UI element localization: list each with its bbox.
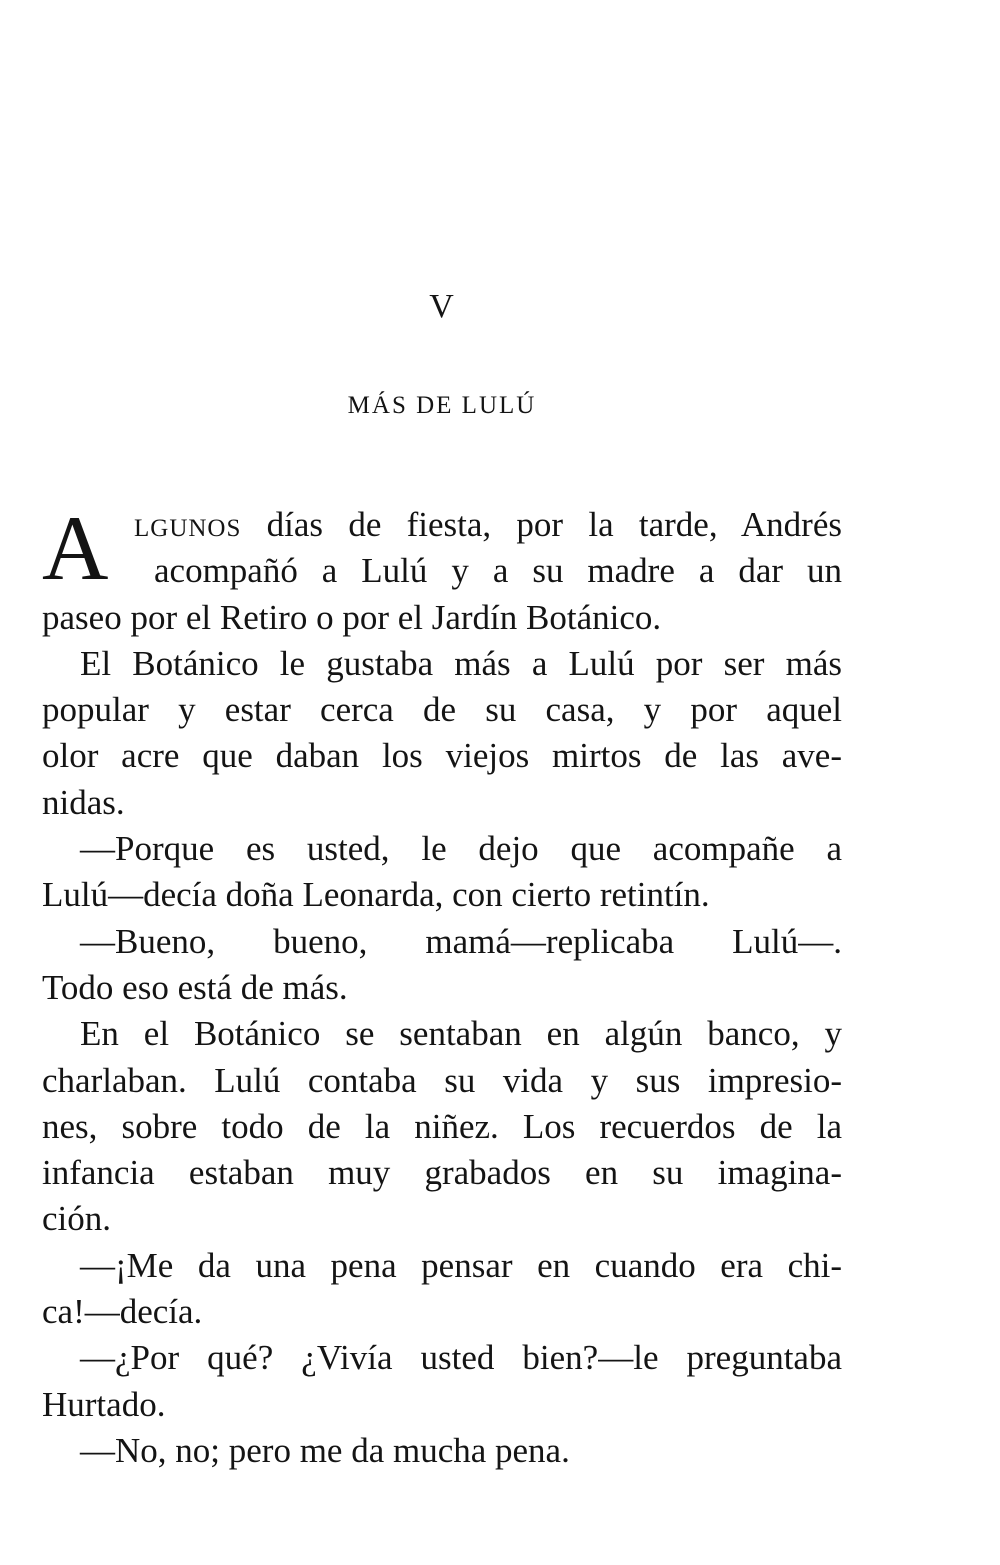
text-line: ca!—decía.: [42, 1292, 203, 1332]
paragraph-1: [42, 497, 842, 641]
text-line: nes, sobre todo de la niñez. Los recuerdos de la: [42, 1106, 842, 1146]
text-line: nidas.: [42, 782, 125, 822]
text-line: Todo eso está de más.: [42, 967, 348, 1007]
text-line: acompañó a Lulú y a su madre a dar un: [154, 551, 842, 591]
text-line: Lulú—decía doña Leonarda, con cierto retintín.: [42, 875, 710, 915]
body-text: [42, 497, 842, 1474]
paragraph-6: [42, 1243, 842, 1336]
text-line: —No, no; pero me da mucha pena.: [80, 1430, 570, 1470]
text-line: —¿Por qué? ¿Vivía usted bien?—le preguntaba: [80, 1338, 842, 1378]
paragraph-7: [42, 1335, 842, 1428]
paragraph-5: [42, 1011, 842, 1242]
paragraph-4: [42, 919, 842, 1012]
text-line: —Porque es usted, le dejo que acompañe a: [80, 829, 842, 869]
chapter-number: V: [429, 288, 455, 325]
text-line: ción.: [42, 1199, 112, 1239]
text-line: —Bueno, bueno, mamá—replicaba Lulú—.: [80, 921, 842, 961]
text-line: paseo por el Retiro o por el Jardín Botánico.: [42, 597, 662, 637]
text-line: En el Botánico se sentaban en algún banco, y: [80, 1014, 842, 1054]
chapter-title: MÁS DE LULÚ: [347, 392, 537, 419]
paragraph-8: [42, 1428, 842, 1474]
line-text: días de fiesta, por la tarde, Andrés: [241, 505, 842, 544]
paragraph-2: [42, 641, 842, 826]
text-line: infancia estaban muy grabados en su imagina-: [42, 1153, 842, 1193]
text-line: —¡Me da una pena pensar en cuando era chi-: [80, 1245, 842, 1285]
drop-cap: A: [42, 497, 109, 599]
text-line: Hurtado.: [42, 1384, 166, 1424]
text-line: olor acre que daban los viejos mirtos de las ave-: [42, 736, 842, 776]
first-word: lgunos: [134, 505, 242, 544]
text-line: popular y estar cerca de su casa, y por aquel: [42, 690, 842, 730]
text-line: charlaban. Lulú contaba su vida y sus impresio-: [42, 1060, 842, 1100]
paragraph-3: [42, 826, 842, 919]
text-line: El Botánico le gustaba más a Lulú por ser más: [80, 643, 842, 683]
